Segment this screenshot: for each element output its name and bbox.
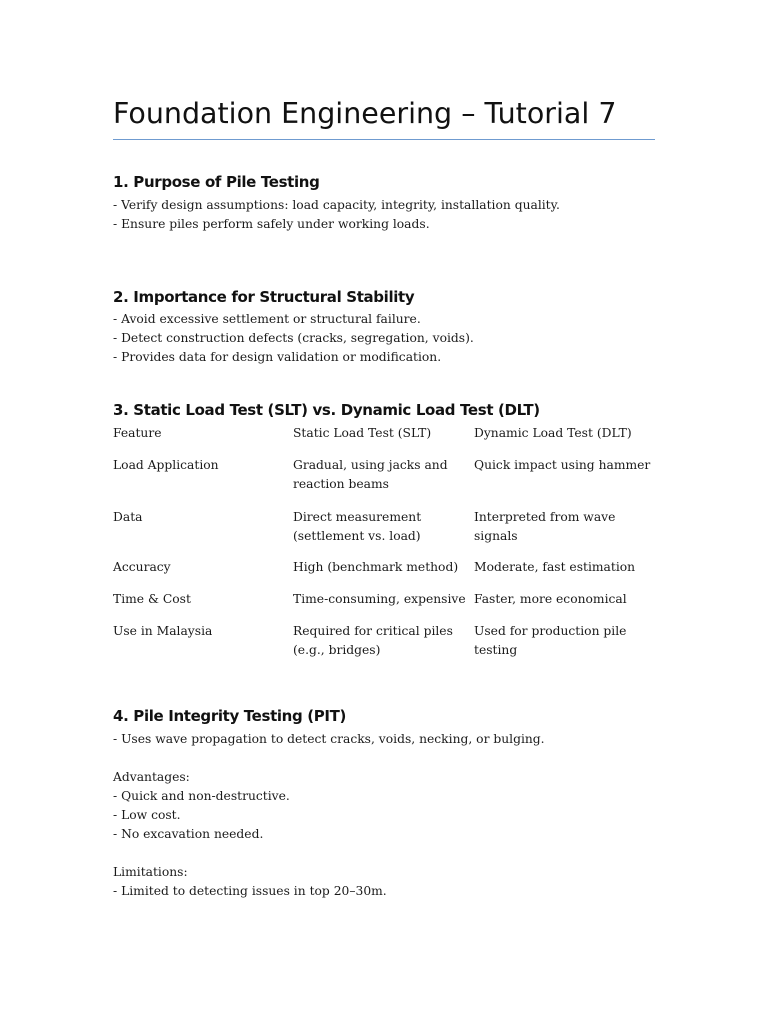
table-cell: Faster, more economical <box>474 592 627 606</box>
cell-line: Direct measurement <box>293 510 422 524</box>
table-cell: Time-consuming, expensive <box>293 592 466 606</box>
table-cell <box>293 622 471 659</box>
table-cell: Moderate, fast estimation <box>474 560 636 574</box>
advantage-item: - Low cost. <box>113 808 181 822</box>
table-cell <box>293 508 471 545</box>
cell-line: Interpreted from wave <box>474 510 616 524</box>
cell-line: reaction beams <box>293 476 389 491</box>
table-cell: Time & Cost <box>113 592 191 606</box>
cell-line: (e.g., bridges) <box>293 642 381 657</box>
table-cell <box>474 622 655 659</box>
importance-line-1: - Avoid excessive settlement or structural failure. <box>113 312 421 326</box>
table-cell: Load Application <box>113 458 219 472</box>
cell-line: Used for production pile <box>474 624 627 638</box>
table-header-cell: Feature <box>113 426 162 440</box>
importance-line-2: - Detect construction defects (cracks, segregation, voids). <box>113 331 474 345</box>
advantage-item: - No excavation needed. <box>113 827 264 841</box>
section-heading-pit: 4. Pile Integrity Testing (PIT) <box>113 707 347 725</box>
table-cell: High (benchmark method) <box>293 560 459 574</box>
cell-line: signals <box>474 528 518 543</box>
limitation-item: - Limited to detecting issues in top 20–30m. <box>113 884 387 898</box>
table-header-cell: Dynamic Load Test (DLT) <box>474 426 632 440</box>
table-cell <box>293 456 471 493</box>
section-heading-slt-vs-dlt: 3. Static Load Test (SLT) vs. Dynamic Load Test (DLT) <box>113 401 540 419</box>
limitations-label: Limitations: <box>113 865 188 879</box>
purpose-line-2: - Ensure piles perform safely under working loads. <box>113 217 430 231</box>
table-cell: Quick impact using hammer <box>474 458 651 472</box>
pit-intro: - Uses wave propagation to detect cracks, voids, necking, or bulging. <box>113 732 545 746</box>
table-header-cell: Static Load Test (SLT) <box>293 426 432 440</box>
section-heading-importance: 2. Importance for Structural Stability <box>113 288 415 306</box>
table-cell <box>474 508 655 545</box>
table-cell: Use in Malaysia <box>113 624 213 638</box>
cell-line: (settlement vs. load) <box>293 528 421 543</box>
cell-line: Required for critical piles <box>293 624 453 638</box>
section-heading-purpose: 1. Purpose of Pile Testing <box>113 173 320 191</box>
cell-line: Gradual, using jacks and <box>293 458 448 472</box>
advantage-item: - Quick and non-destructive. <box>113 789 290 803</box>
purpose-line-1: - Verify design assumptions: load capacity, integrity, installation quality. <box>113 198 560 212</box>
importance-line-3: - Provides data for design validation or modification. <box>113 350 442 364</box>
document-title: Foundation Engineering – Tutorial 7 <box>113 97 617 130</box>
title-underline <box>113 139 655 140</box>
table-cell: Data <box>113 510 143 524</box>
advantages-label: Advantages: <box>113 770 190 784</box>
table-cell: Accuracy <box>113 560 171 574</box>
cell-line: testing <box>474 642 518 657</box>
